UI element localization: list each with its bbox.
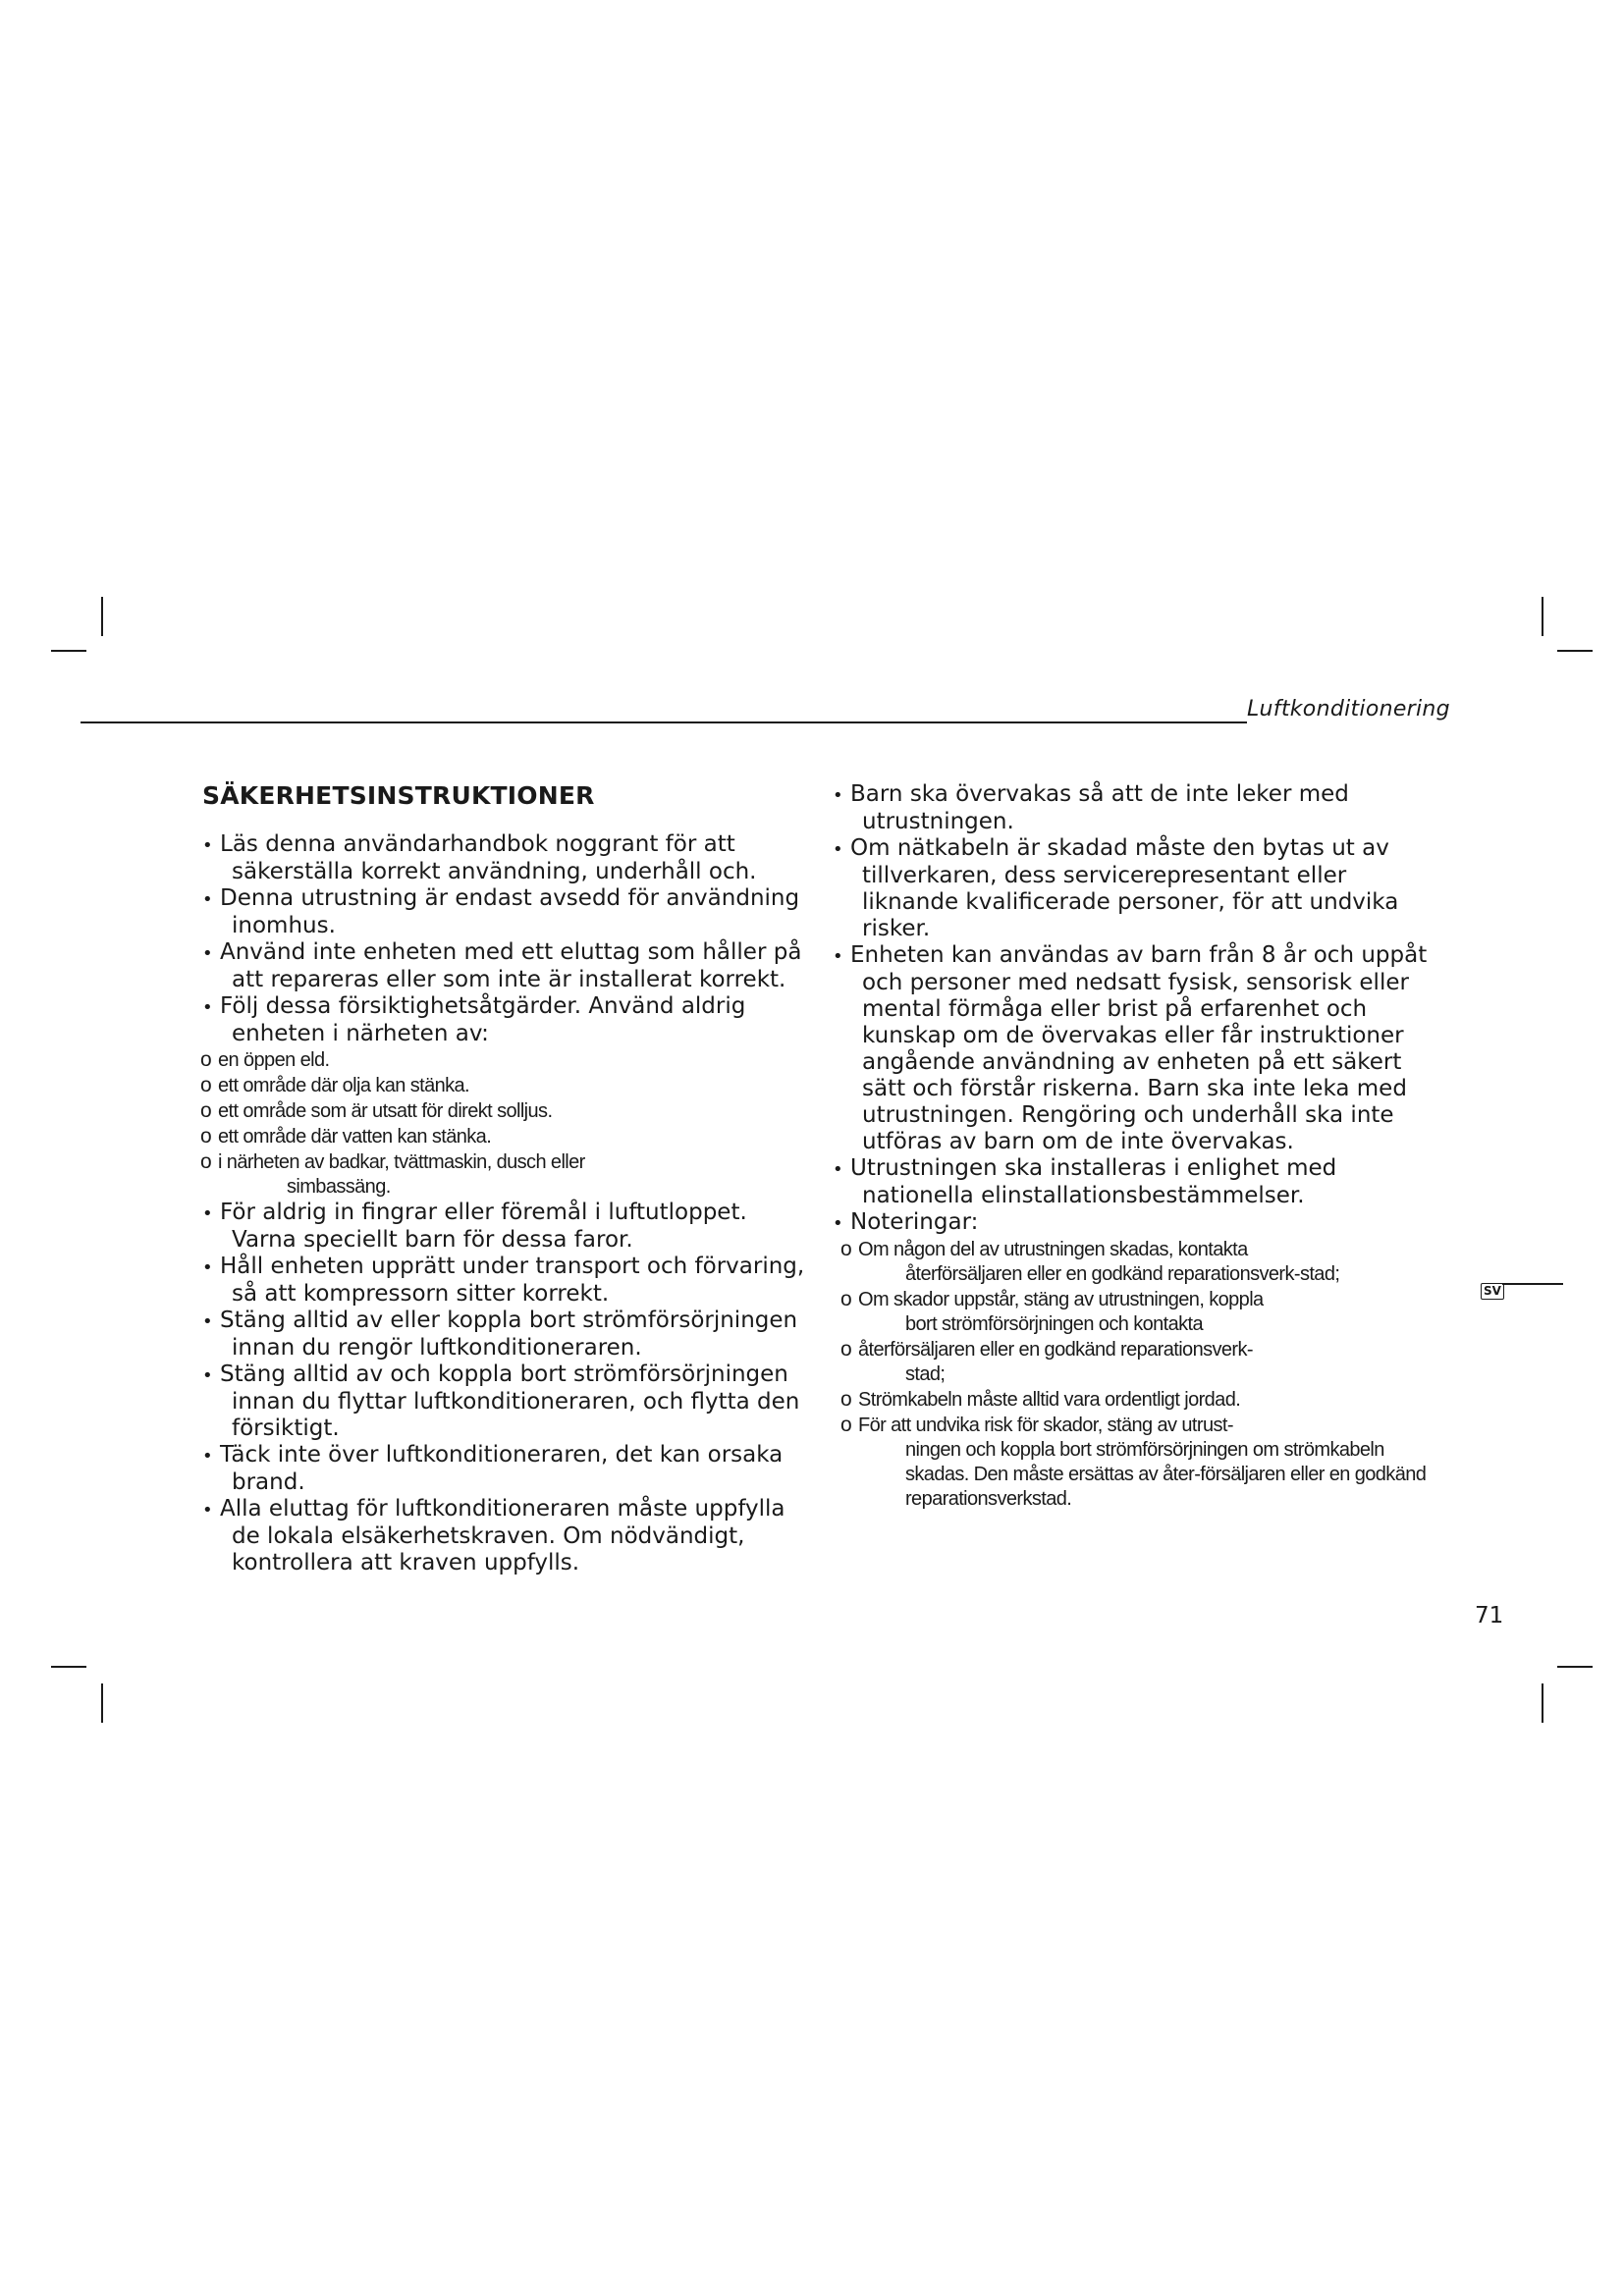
sub-list-item: o i närheten av badkar, tvättmaskin, dusch eller simbassäng. [200, 1150, 585, 1198]
crop-mark [101, 597, 103, 636]
sub-list-item: o Om någon del av utrustningen skadas, kontakta återförsäljaren eller en godkänd reparationsverk-stad; [840, 1238, 1340, 1285]
list-item: • Denna utrustning är endast avsedd för användning inomhus. [202, 885, 800, 938]
list-item: • Noteringar: [833, 1209, 979, 1235]
sub-list-item: o Om skador uppstår, stäng av utrustningen, koppla bort strömförsörjningen och kontakta [840, 1288, 1264, 1335]
language-badge: SV [1481, 1283, 1504, 1300]
list-item: • Stäng alltid av och koppla bort strömförsörjningen innan du flyttar luftkonditioneraren, och flytta den försiktigt. [202, 1362, 800, 1441]
crop-mark [51, 650, 86, 652]
crop-mark [1557, 650, 1593, 652]
list-item: • Använd inte enheten med ett eluttag som håller på att repareras eller som inte är installerat korrekt. [202, 939, 802, 992]
sub-list-item: o För att undvika risk för skador, stäng av utrust- ningen och koppla bort strömförsörjningen om strömkabeln skadas. Den måste ersättas av åter-försäljaren eller en godkänd reparationsverkstad. [840, 1414, 1427, 1510]
badge-rule [1502, 1283, 1563, 1285]
list-item: • Barn ska övervakas så att de inte leker med utrustningen. [833, 781, 1349, 834]
list-item: • Utrustningen ska installeras i enlighet med nationella elinstallationsbestämmelser. [833, 1155, 1337, 1208]
left-column [202, 781, 831, 1576]
list-item: • Följ dessa försiktighetsåtgärder. Använd aldrig enheten i närheten av: [202, 993, 746, 1046]
list-item: • Stäng alltid av eller koppla bort strömförsörjningen innan du rengör luftkonditioneraren. [202, 1308, 798, 1361]
list-item: • Täck inte över luftkonditioneraren, det kan orsaka brand. [202, 1442, 784, 1495]
crop-mark [1557, 1666, 1593, 1668]
page-number: 71 [1475, 1603, 1504, 1629]
crop-mark [51, 1666, 86, 1668]
list-item: • Håll enheten upprätt under transport och förvaring, så att kompressorn sitter korrekt. [202, 1254, 805, 1307]
section-title: SÄKERHETSINSTRUKTIONER [202, 781, 595, 810]
list-item: • Enheten kan användas av barn från 8 år och uppåt och personer med nedsatt fysisk, sensorisk eller mental förmåga eller brist på erfarenhet och kunskap om de övervakas eller får instruktioner angående användning av enheten på ett säkert sätt och förstår riskerna. Barn ska inte leka med utrustningen. Rengöring och underhåll ska inte utföras av barn om de inte övervakas. [833, 942, 1428, 1154]
sub-list-item: o återförsäljaren eller en godkänd reparationsverk- stad; [840, 1338, 1253, 1385]
crop-mark [1542, 1683, 1543, 1723]
list-item: • För aldrig in fingrar eller föremål i luftutloppet. Varna speciellt barn för dessa faror. [202, 1200, 747, 1253]
crop-mark [1542, 597, 1543, 636]
list-item: • Om nätkabeln är skadad måste den bytas ut av tillverkaren, dess servicerepresentant eller liknande kvalificerade personer, för att undvika risker. [833, 835, 1399, 941]
list-item: • Alla eluttag för luftkonditioneraren måste uppfylla de lokala elsäkerhetskraven. Om nödvändigt, kontrollera att kraven uppfylls. [202, 1496, 785, 1575]
chapter-title: Luftkonditionering [1247, 697, 1450, 721]
right-column [833, 781, 1441, 1512]
list-item: • Läs denna användarhandbok noggrant för att säkerställa korrekt användning, underhåll och. [202, 831, 757, 884]
sub-list-item: o Strömkabeln måste alltid vara ordentligt jordad. [840, 1388, 1241, 1411]
header-rule [81, 721, 1247, 723]
crop-mark [101, 1683, 103, 1723]
sub-list-item: o ett område där olja kan stänka. [200, 1074, 469, 1096]
sub-list-item: o ett område där vatten kan stänka. [200, 1125, 492, 1148]
sub-list-item: o en öppen eld. [200, 1048, 330, 1071]
sub-list-item: o ett område som är utsatt för direkt solljus. [200, 1099, 553, 1122]
